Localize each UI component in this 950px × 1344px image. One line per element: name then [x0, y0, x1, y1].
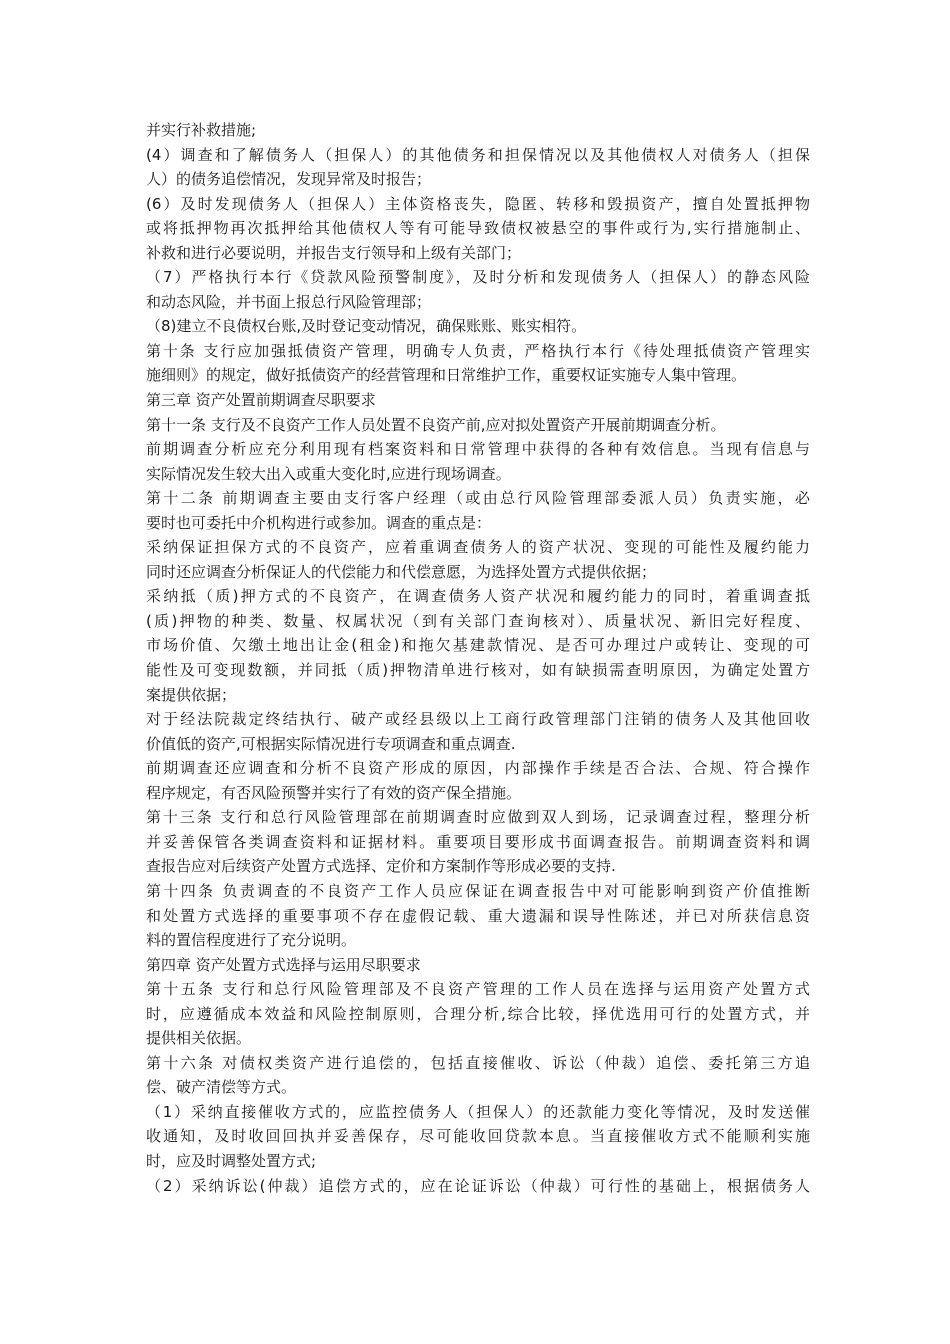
document-page	[146, 118, 810, 1198]
text-line: 并实行补救措施;	[146, 121, 257, 139]
text-line: 第三章 资产处置前期调查尽职要求	[146, 391, 376, 410]
text-line: 并妥善保管各类调查资料和证据材料。重要项目要形成书面调查报告。前期调查资料和调	[146, 832, 810, 851]
text-line: 实际情况发生较大出入或重大变化时,应进行现场调查。	[146, 464, 511, 483]
text-line: 第十条 支行应加强抵债资产管理，明确专人负责，严格执行本行《待处理抵债资产管理实	[146, 341, 810, 360]
text-line: 前期调查分析应充分利用现有档案资料和日常管理中获得的各种有效信息。当现有信息与	[146, 440, 810, 459]
text-line: 和动态风险，并书面上报总行风险管理部；	[146, 292, 432, 311]
text-line: 施细则》的规定，做好抵债资产的经营管理和日常维护工作，重要权证实施专人集中管理。	[146, 366, 747, 385]
text-line: 查报告应对后续资产处置方式选择、定价和方案制作等形成必要的支持.	[146, 857, 616, 876]
text-line: (质)押物的种类、数量、权属状况（到有关部门查询核对）、质量状况、新旧完好程度、	[146, 611, 810, 630]
text-line: 提供相关依据。	[146, 1029, 252, 1048]
text-line: 采纳保证担保方式的不良资产，应着重调查债务人的资产状况、变现的可能性及履约能力	[146, 538, 810, 557]
text-line: 补救和进行必要说明，并报告支行领导和上级有关部门；	[146, 243, 522, 262]
text-line: 程序规定，有否风险预警并实行了有效的资产保全措施。	[146, 783, 522, 802]
text-line: 料的置信程度进行了充分说明。	[146, 931, 357, 950]
text-line: 和处置方式选择的重要事项不存在虚假记载、重大遗漏和误导性陈述，并已对所获信息资	[146, 906, 810, 925]
text-line: （1）采纳直接催收方式的，应监控债务人（担保人）的还款能力变化等情况，及时发送催	[146, 1102, 810, 1121]
text-line: (6）及时发现债务人（担保人）主体资格丧失，隐匿、转移和毁损资产，擅自处置抵押物	[146, 194, 810, 213]
text-line: 时，应及时调整处置方式;	[146, 1151, 317, 1170]
text-line: 对于经法院裁定终结执行、破产或经县级以上工商行政管理部门注销的债务人及其他回收	[146, 710, 810, 729]
text-line: 能性及可变现数额，并同抵（质)押物清单进行核对，如有缺损需查明原因，为确定处置方	[146, 661, 810, 680]
text-line: 或将抵押物再次抵押给其他债权人等有可能导致债权被悬空的事件或行为,实行措施制止、	[146, 219, 810, 238]
text-line: 同时还应调查分析保证人的代偿能力和代偿意愿，为选择处置方式提供依据；	[146, 562, 657, 581]
text-line: 人）的债务追偿情况，发现异常及时报告；	[146, 170, 432, 189]
text-line: 第十三条 支行和总行风险管理部在前期调查时应做到双人到场，记录调查过程，整理分析	[146, 808, 810, 827]
text-line: 时，应遵循成本效益和风险控制原则，合理分析,综合比较，择优选用可行的处置方式，并	[146, 1004, 810, 1023]
text-line: 要时也可委托中介机构进行或参加。调查的重点是：	[146, 513, 492, 532]
text-line: 价值低的资产,可根据实际情况进行专项调查和重点调查.	[146, 734, 516, 753]
text-line: 采纳抵（质)押方式的不良资产，在调查债务人资产状况和履约能力的同时，着重调查抵	[146, 587, 810, 606]
text-line: 第十六条 对债权类资产进行追偿的，包括直接催收、诉讼（仲裁）追偿、委托第三方追	[146, 1053, 810, 1072]
text-line: 第四章 资产处置方式选择与运用尽职要求	[146, 955, 421, 974]
text-line: 第十一条 支行及不良资产工作人员处置不良资产前,应对拟处置资产开展前期调查分析。	[146, 415, 726, 434]
text-line: （7）严格执行本行《贷款风险预警制度》，及时分析和发现债务人（担保人）的静态风险	[146, 268, 810, 287]
text-line: 前期调查还应调查和分析不良资产形成的原因，内部操作手续是否合法、合规、符合操作	[146, 759, 810, 778]
text-line: 收通知，及时收回回执并妥善保存，尽可能收回贷款本息。当直接催收方式不能顺利实施	[146, 1127, 810, 1146]
text-line: 第十四条 负责调查的不良资产工作人员应保证在调查报告中对可能影响到资产价值推断	[146, 881, 810, 900]
text-line: (4）调查和了解债务人（担保人）的其他债务和担保情况以及其他债权人对债务人（担保	[146, 145, 810, 164]
text-line: 第十五条 支行和总行风险管理部及不良资产管理的工作人员在选择与运用资产处置方式	[146, 980, 810, 999]
text-line: （8)建立不良债权台账,及时登记变动情况，确保账账、账实相符。	[146, 317, 587, 336]
text-line: 市场价值、欠缴土地出让金(租金)和拖欠基建款情况、是否可办理过户或转让、变现的可	[146, 636, 810, 655]
text-line: 案提供依据；	[146, 685, 237, 704]
text-line: 偿、破产清偿等方式。	[146, 1078, 297, 1097]
text-line: （2）采纳诉讼(仲裁）追偿方式的，应在论证诉讼（仲裁）可行性的基础上，根据债务人	[146, 1176, 810, 1195]
text-line: 第十二条 前期调查主要由支行客户经理（或由总行风险管理部委派人员）负责实施，必	[146, 489, 810, 508]
